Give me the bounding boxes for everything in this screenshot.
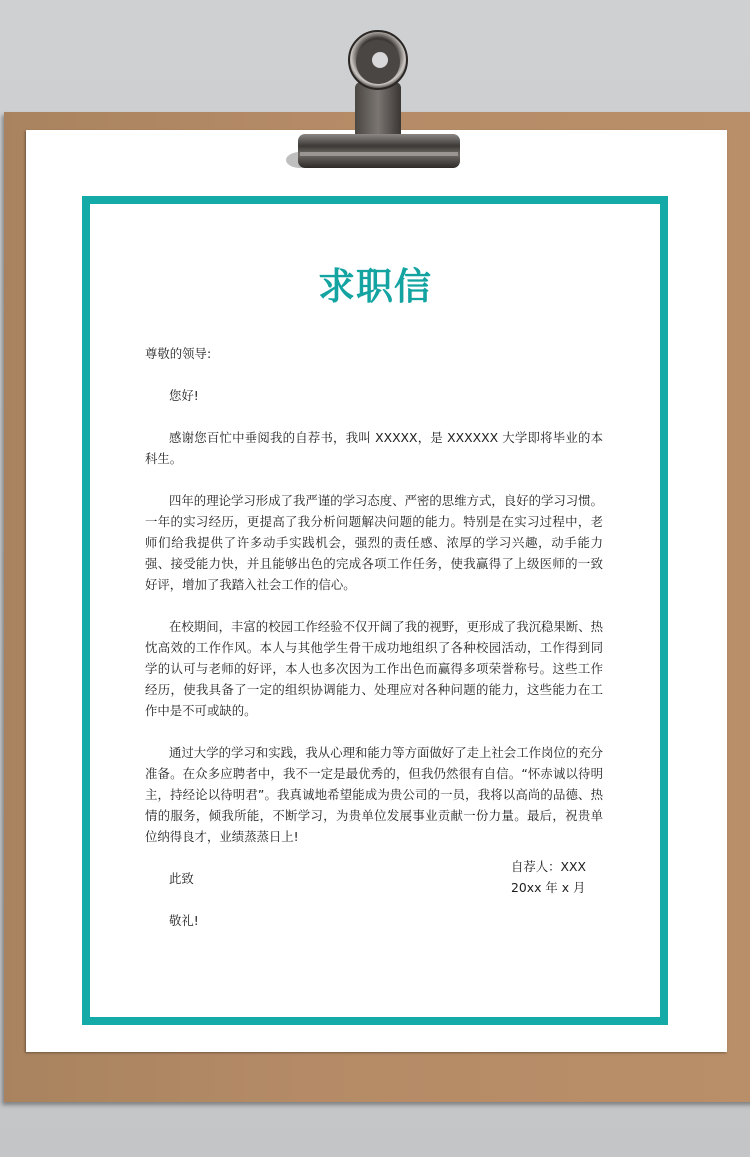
binder-clip-icon (0, 0, 750, 180)
signature-block (511, 856, 586, 898)
page-title: 求职信 (318, 264, 432, 308)
letter-body (145, 343, 603, 931)
greeting: 您好! (169, 388, 199, 403)
closing-line-2: 敬礼! (169, 913, 199, 928)
salutation: 尊敬的领导: (145, 346, 212, 361)
paragraph-study: 四年的理论学习形成了我严谨的学习态度、严密的思维方式，良好的学习习惯。一年的实习经历，更提高了我分析问题解决问题的能力。特别是在实习过程中，老师们给我提供了许多动手实践机会，强烈的责任感、浓厚的学习兴趣，动手能力强、接受能力快，并且能够出色的完成各项工作任务，使我赢得了上级医师的一致好评，增加了我踏入社会工作的信心。 (145, 493, 603, 592)
letter-date: 20xx 年 x 月 (511, 880, 586, 895)
paragraph-intro: 感谢您百忙中垂阅我的自荐书，我叫 XXXXX，是 XXXXXX 大学即将毕业的本科生。 (145, 430, 603, 466)
paragraph-campus: 在校期间，丰富的校园工作经验不仅开阔了我的视野，更形成了我沉稳果断、热忱高效的工作作风。本人与其他学生骨干成功地组织了各种校园活动，工作得到同学的认可与老师的好评，本人也多次因为工作出色而赢得多项荣誉称号。这些工作经历，使我具备了一定的组织协调能力、处理应对各种问题的能力，这些能力在工作中是不可或缺的。 (145, 619, 603, 718)
closing-line-1: 此致 (169, 871, 194, 886)
signer-name: 自荐人：XXX (511, 859, 587, 874)
paragraph-closing: 通过大学的学习和实践，我从心理和能力等方面做好了走上社会工作岗位的充分准备。在众多应聘者中，我不一定是最优秀的，但我仍然很有自信。“怀赤诚以待明主，持经论以待明君”。我真诚地希望能成为贵公司的一员，我将以高尚的品德、热情的服务，倾我所能，不断学习，为贵单位发展事业贡献一份力量。最后，祝贵单位纳得良才，业绩蒸蒸日上! (145, 745, 603, 844)
